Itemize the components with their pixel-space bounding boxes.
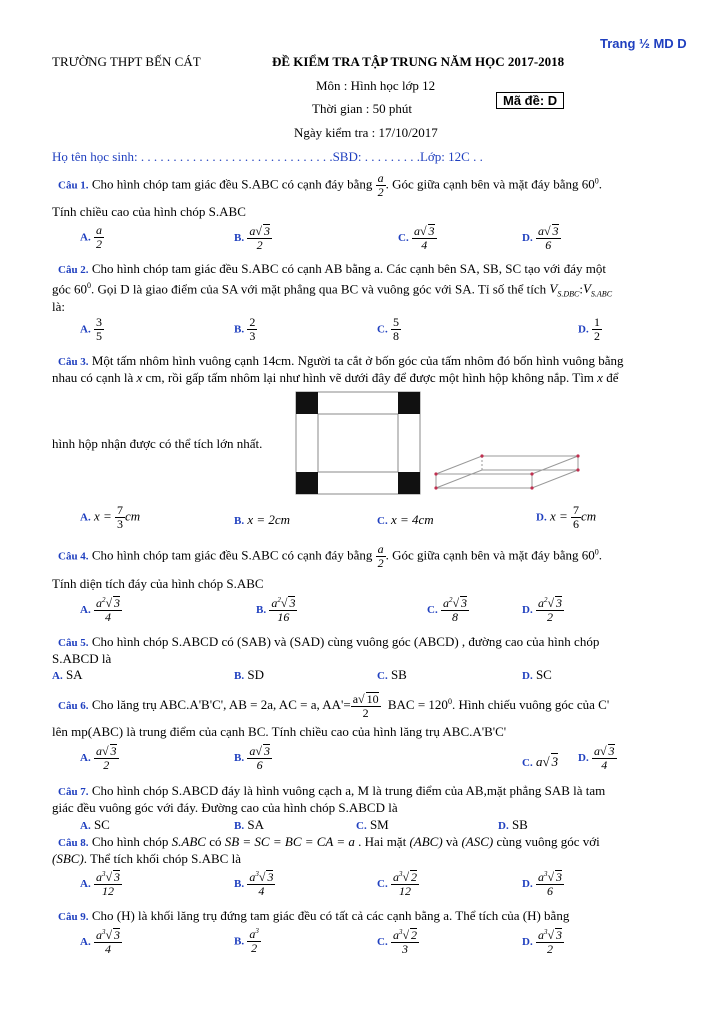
q4-option-d[interactable]: D. $\frac{a^2√ 3}{2}$ bbox=[522, 596, 563, 625]
q8-option-a[interactable]: A. $\frac{a^3√ 3}{12}$ bbox=[80, 870, 121, 899]
question-2-line2: góc $60^0$. Gọi D là giao điểm của SA với mặt phẳng qua BC và vuông góc với SA. Tỉ số thể tích $V_{S.DBC}:V_{S.ABC}$ bbox=[52, 281, 613, 299]
q6-option-c[interactable]: C. a√ 3 bbox=[522, 754, 559, 769]
q5-option-a[interactable]: A. SA bbox=[52, 667, 83, 682]
q5-option-c[interactable]: C. SB bbox=[377, 667, 407, 682]
q9-option-c[interactable]: C. $\frac{a^3√ 2}{3}$ bbox=[377, 928, 418, 957]
q7-option-d[interactable]: D. SB bbox=[498, 817, 528, 832]
q3-option-c[interactable]: C. x = 4cm bbox=[377, 512, 434, 527]
q7-option-c[interactable]: C. SM bbox=[356, 817, 389, 832]
q5-option-d[interactable]: D. SC bbox=[522, 667, 552, 682]
q9-option-d[interactable]: D. $\frac{a^3√ 3}{2}$ bbox=[522, 928, 563, 957]
exam-title: ĐỀ KIỂM TRA TẬP TRUNG NĂM HỌC 2017-2018 bbox=[272, 54, 565, 69]
q2-option-c[interactable]: C. $\frac{5}{8}$ bbox=[377, 315, 399, 344]
aluminum-sheet-figure bbox=[292, 388, 424, 498]
question-6-line2: lên mp(ABC) là trung điểm của cạnh BC. Tính chiều cao của hình lăng trụ ABC.A'B'C' bbox=[52, 724, 507, 739]
question-5: Câu 5. Cho hình chóp S.ABCD có (SAB) và (SAD) cùng vuông góc (ABCD) , đường cao của hình chóp bbox=[58, 634, 600, 649]
question-2-line3: là: bbox=[52, 299, 65, 314]
q3-option-d[interactable]: D. x = $\frac{7}{6}$ cm bbox=[536, 503, 597, 532]
q2-option-b[interactable]: B. $\frac{2}{3}$ bbox=[234, 315, 256, 344]
subject: Môn : Hình học lớp 12 bbox=[316, 78, 436, 93]
q6-option-a[interactable]: A. $\frac{a√ 3}{2}$ bbox=[80, 744, 117, 773]
question-8-line2: (SBC). Thể tích khối chóp S.ABC là bbox=[52, 851, 241, 866]
q8-option-c[interactable]: C. $\frac{a^3√ 2}{12}$ bbox=[377, 870, 418, 899]
q6-option-d[interactable]: D. $\frac{a√ 3}{4}$ bbox=[578, 744, 615, 773]
q7-option-b[interactable]: B. SA bbox=[234, 817, 264, 832]
q8-option-b[interactable]: B. $\frac{a^3√ 3}{4}$ bbox=[234, 870, 274, 899]
question-7: Câu 7. Cho hình chóp S.ABCD đáy là hình vuông cạch a, M là trung điểm của AB,mặt phẳng SAB là tam bbox=[58, 783, 606, 798]
question-4-line2: Tính diện tích đáy của hình chóp S.ABC bbox=[52, 576, 264, 591]
q5-option-b[interactable]: B. SD bbox=[234, 667, 264, 682]
question-9: Câu 9. Cho (H) là khối lăng trụ đứng tam giác đều có tất cả các cạnh bằng a. Thể tích của (H) bằng bbox=[58, 908, 570, 923]
question-5-line2: S.ABCD là bbox=[52, 651, 112, 666]
question-2: Câu 2. Cho hình chóp tam giác đều S.ABC có cạnh AB bằng a. Các cạnh bên SA, SB, SC tạo với đáy một bbox=[58, 261, 606, 276]
q3-option-a[interactable]: A. x = $\frac{7}{3}$ cm bbox=[80, 503, 141, 532]
q6-option-b[interactable]: B. $\frac{a√ 3}{6}$ bbox=[234, 744, 270, 773]
q8-option-d[interactable]: D. $\frac{a^3√ 3}{6}$ bbox=[522, 870, 563, 899]
page-label: Trang ½ MD D bbox=[600, 36, 687, 51]
exam-code: Mã đề: D bbox=[496, 92, 564, 109]
q4-option-a[interactable]: A. $\frac{a^2√ 3}{4}$ bbox=[80, 596, 121, 625]
open-box-figure bbox=[432, 452, 582, 496]
question-3-line2: nhau có cạnh là x cm, rồi gấp tấm nhôm lại như hình vẽ dưới đây để được một hình hộp không nắp. Tìm x để bbox=[52, 370, 619, 385]
question-1-line2: Tính chiều cao của hình chóp S.ABC bbox=[52, 204, 246, 219]
question-8: Câu 8. Cho hình chóp S.ABC có SB = SC = BC = CA = a . Hai mặt (ABC) và (ASC) cùng vuông góc với bbox=[58, 834, 600, 849]
duration: Thời gian : 50 phút bbox=[312, 101, 413, 116]
student-info-line: Họ tên học sinh: . . . . . . . . . . . . . . . . . . . . . . . . . . . . . .SBD: . . . . . . . . .Lớp: 12C . . bbox=[52, 149, 483, 164]
question-3-line3: hình hộp nhận được có thể tích lớn nhất. bbox=[52, 436, 263, 451]
q3-option-b[interactable]: B. x = 2cm bbox=[234, 512, 291, 527]
question-4: Câu 4. Cho hình chóp tam giác đều S.ABC có cạnh đáy bằng $\frac{a}{2}$ . Góc giữa cạnh bên và mặt đáy bằng $60^0$. bbox=[58, 542, 603, 571]
question-6: Câu 6. Cho lăng trụ ABC.A'B'C', AB = 2a, AC = a, AA'= $\frac{a√ 10}{2}$ BAC = $120^0$. Hình chiếu vuông góc của C' bbox=[58, 692, 610, 721]
q2-option-a[interactable]: A. $\frac{3}{5}$ bbox=[80, 315, 102, 344]
q4-option-b[interactable]: B. $\frac{a^2√ 3}{16}$ bbox=[256, 596, 296, 625]
q4-option-c[interactable]: C. $\frac{a^2√ 3}{8}$ bbox=[427, 596, 468, 625]
exam-date: Ngày kiểm tra : 17/10/2017 bbox=[294, 125, 438, 140]
question-7-line2: giác đều vuông góc với đáy. Đường cao của hình chóp S.ABCD là bbox=[52, 800, 398, 815]
school-name: TRƯỜNG THPT BẾN CÁT bbox=[52, 54, 201, 69]
q1-option-b[interactable]: B. $\frac{a√ 3}{2}$ bbox=[234, 224, 270, 253]
q7-option-a[interactable]: A. SC bbox=[80, 817, 110, 832]
q9-option-a[interactable]: A. $\frac{a^3√ 3}{4}$ bbox=[80, 928, 121, 957]
q1-option-d[interactable]: D. $\frac{a√ 3}{6}$ bbox=[522, 224, 559, 253]
q2-option-d[interactable]: D. $\frac{1}{2}$ bbox=[578, 315, 600, 344]
question-3: Câu 3. Một tấm nhôm hình vuông cạnh 14cm. Người ta cắt ở bốn góc của tấm nhôm đó bốn hình vuông bằng bbox=[58, 353, 624, 368]
q1-option-a[interactable]: A. $\frac{a}{2}$ bbox=[80, 223, 102, 252]
q1-option-c[interactable]: C. $\frac{a√ 3}{4}$ bbox=[398, 224, 435, 253]
question-1: Câu 1. Cho hình chóp tam giác đều S.ABC có cạnh đáy bằng $\frac{a}{2}$ . Góc giữa cạnh bên và mặt đáy bằng $60^0$. bbox=[58, 171, 603, 200]
q9-option-b[interactable]: B. $\frac{a^3}{2}$ bbox=[234, 927, 259, 956]
